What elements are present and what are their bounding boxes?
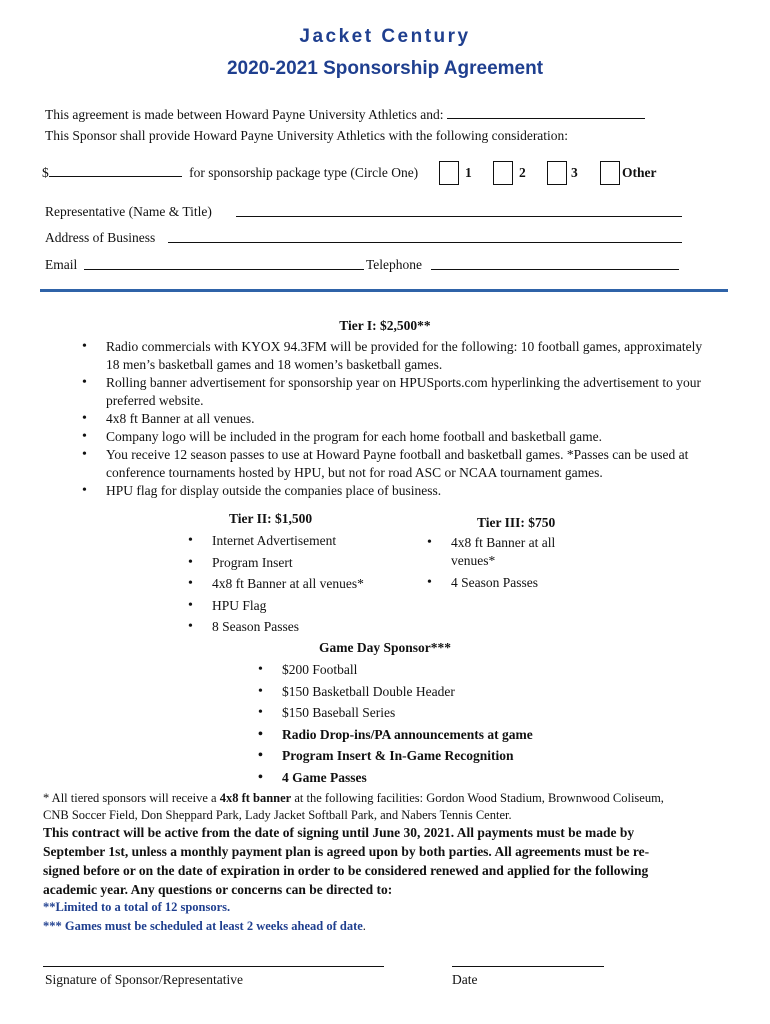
amount-blank[interactable] bbox=[49, 165, 182, 177]
schedule-note-end: . bbox=[362, 919, 366, 933]
list-item: • Company logo will be included in the program for each home football and basketball game. bbox=[82, 428, 718, 446]
list-item: • Program Insert & In-Game Recognition bbox=[258, 745, 598, 767]
section-divider bbox=[40, 289, 728, 292]
tier2-list bbox=[188, 530, 408, 638]
package-option-other-box[interactable] bbox=[600, 161, 620, 185]
email-blank[interactable] bbox=[84, 269, 364, 270]
address-label: Address of Business bbox=[45, 230, 156, 245]
footnote-line-2: CNB Soccer Field, Don Sheppard Park, Lady Jacket Softball Park, and Nabers Tennis Center. bbox=[43, 808, 512, 822]
tier1-heading: Tier I: $2,500** bbox=[339, 318, 431, 333]
gameday-list bbox=[258, 659, 598, 788]
package-option-2-label: 2 bbox=[519, 165, 526, 180]
sponsor-signature-label: Signature of Sponsor/Representative bbox=[45, 972, 243, 987]
contract-line-2: September 1st, unless a monthly payment plan is agreed upon by both parties. All agreements must be re- bbox=[43, 844, 650, 859]
list-item: • 4 Game Passes bbox=[258, 767, 598, 789]
document-subtitle: 2020-2021 Sponsorship Agreement bbox=[226, 58, 544, 79]
telephone-label: Telephone bbox=[366, 257, 423, 272]
limited-note: **Limited to a total of 12 sponsors. bbox=[43, 900, 231, 914]
schedule-note-line bbox=[43, 918, 366, 934]
package-option-3-label: 3 bbox=[571, 165, 578, 180]
contract-line-1: This contract will be active from the date of signing until June 30, 2021. All payments must be made by bbox=[43, 825, 635, 840]
list-item: • Radio commercials with KYOX 94.3FM will be provided for the following: 10 football games, approximately 18 men’s basketball games and 18 women’s basketball games. bbox=[82, 338, 718, 374]
sponsor-name-blank[interactable] bbox=[447, 107, 645, 119]
list-item: • $200 Football bbox=[258, 659, 598, 681]
tier3-list bbox=[427, 534, 587, 592]
tier2-heading: Tier II: $1,500 bbox=[229, 511, 313, 526]
list-item: • $150 Baseball Series bbox=[258, 702, 598, 724]
package-option-1-label: 1 bbox=[465, 165, 472, 180]
tier3-heading: Tier III: $750 bbox=[477, 515, 556, 530]
intro-line-1 bbox=[45, 107, 645, 123]
list-item: • 4 Season Passes bbox=[427, 574, 587, 592]
package-option-3-box[interactable] bbox=[547, 161, 567, 185]
representative-label: Representative (Name & Title) bbox=[45, 204, 212, 219]
list-item: • You receive 12 season passes to use at Howard Payne football and basketball games. *Passes can be used at conference tournaments hosted by HPU, but not for road ASC or NCAA tournament games. bbox=[82, 446, 718, 482]
package-option-1-box[interactable] bbox=[439, 161, 459, 185]
sponsor-signature-line[interactable] bbox=[43, 966, 384, 967]
gameday-heading: Game Day Sponsor*** bbox=[318, 640, 451, 655]
date-label: Date bbox=[452, 972, 478, 987]
list-item: • Internet Advertisement bbox=[188, 530, 408, 552]
footnote-bold: 4x8 ft banner bbox=[219, 791, 292, 805]
tier1-list bbox=[82, 338, 718, 500]
list-item: • HPU flag for display outside the companies place of business. bbox=[82, 482, 718, 500]
list-item: • 8 Season Passes bbox=[188, 616, 408, 638]
address-blank[interactable] bbox=[168, 242, 682, 243]
document-title: Jacket Century bbox=[299, 26, 471, 47]
list-item: • Radio Drop-ins/PA announcements at game bbox=[258, 724, 598, 746]
list-item: • 4x8 ft Banner at all venues* bbox=[188, 573, 408, 595]
representative-blank[interactable] bbox=[236, 216, 682, 217]
footnote-text: * All tiered sponsors will receive a bbox=[43, 791, 217, 805]
package-label: for sponsorship package type (Circle One) bbox=[189, 165, 419, 180]
intro-text-1: This agreement is made between Howard Payne University Athletics and: bbox=[45, 107, 444, 122]
schedule-note: *** Games must be scheduled at least 2 weeks ahead of date bbox=[43, 919, 363, 933]
currency-symbol: $ bbox=[42, 165, 49, 180]
footnote-line-1 bbox=[43, 791, 664, 806]
intro-line-2: This Sponsor shall provide Howard Payne University Athletics with the following consideration: bbox=[45, 128, 569, 143]
email-label: Email bbox=[45, 257, 78, 272]
list-item: • $150 Basketball Double Header bbox=[258, 681, 598, 703]
list-item: • HPU Flag bbox=[188, 595, 408, 617]
contract-line-3: signed before or on the date of expiration in order to be considered renewed and applied for the following bbox=[43, 863, 649, 878]
package-option-other-label: Other bbox=[622, 165, 657, 180]
list-item: • Program Insert bbox=[188, 552, 408, 574]
contract-line-4: academic year. Any questions or concerns can be directed to: bbox=[43, 882, 393, 897]
list-item: • 4x8 ft Banner at all venues* bbox=[427, 534, 587, 570]
list-item: • 4x8 ft Banner at all venues. bbox=[82, 410, 718, 428]
date-signature-line[interactable] bbox=[452, 966, 604, 967]
package-option-2-box[interactable] bbox=[493, 161, 513, 185]
telephone-blank[interactable] bbox=[431, 269, 679, 270]
footnote-text: at the following facilities: Gordon Wood Stadium, Brownwood Coliseum, bbox=[294, 791, 664, 805]
list-item: • Rolling banner advertisement for sponsorship year on HPUSports.com hyperlinking the advertisement to your preferred website. bbox=[82, 374, 718, 410]
amount-line bbox=[42, 165, 418, 181]
